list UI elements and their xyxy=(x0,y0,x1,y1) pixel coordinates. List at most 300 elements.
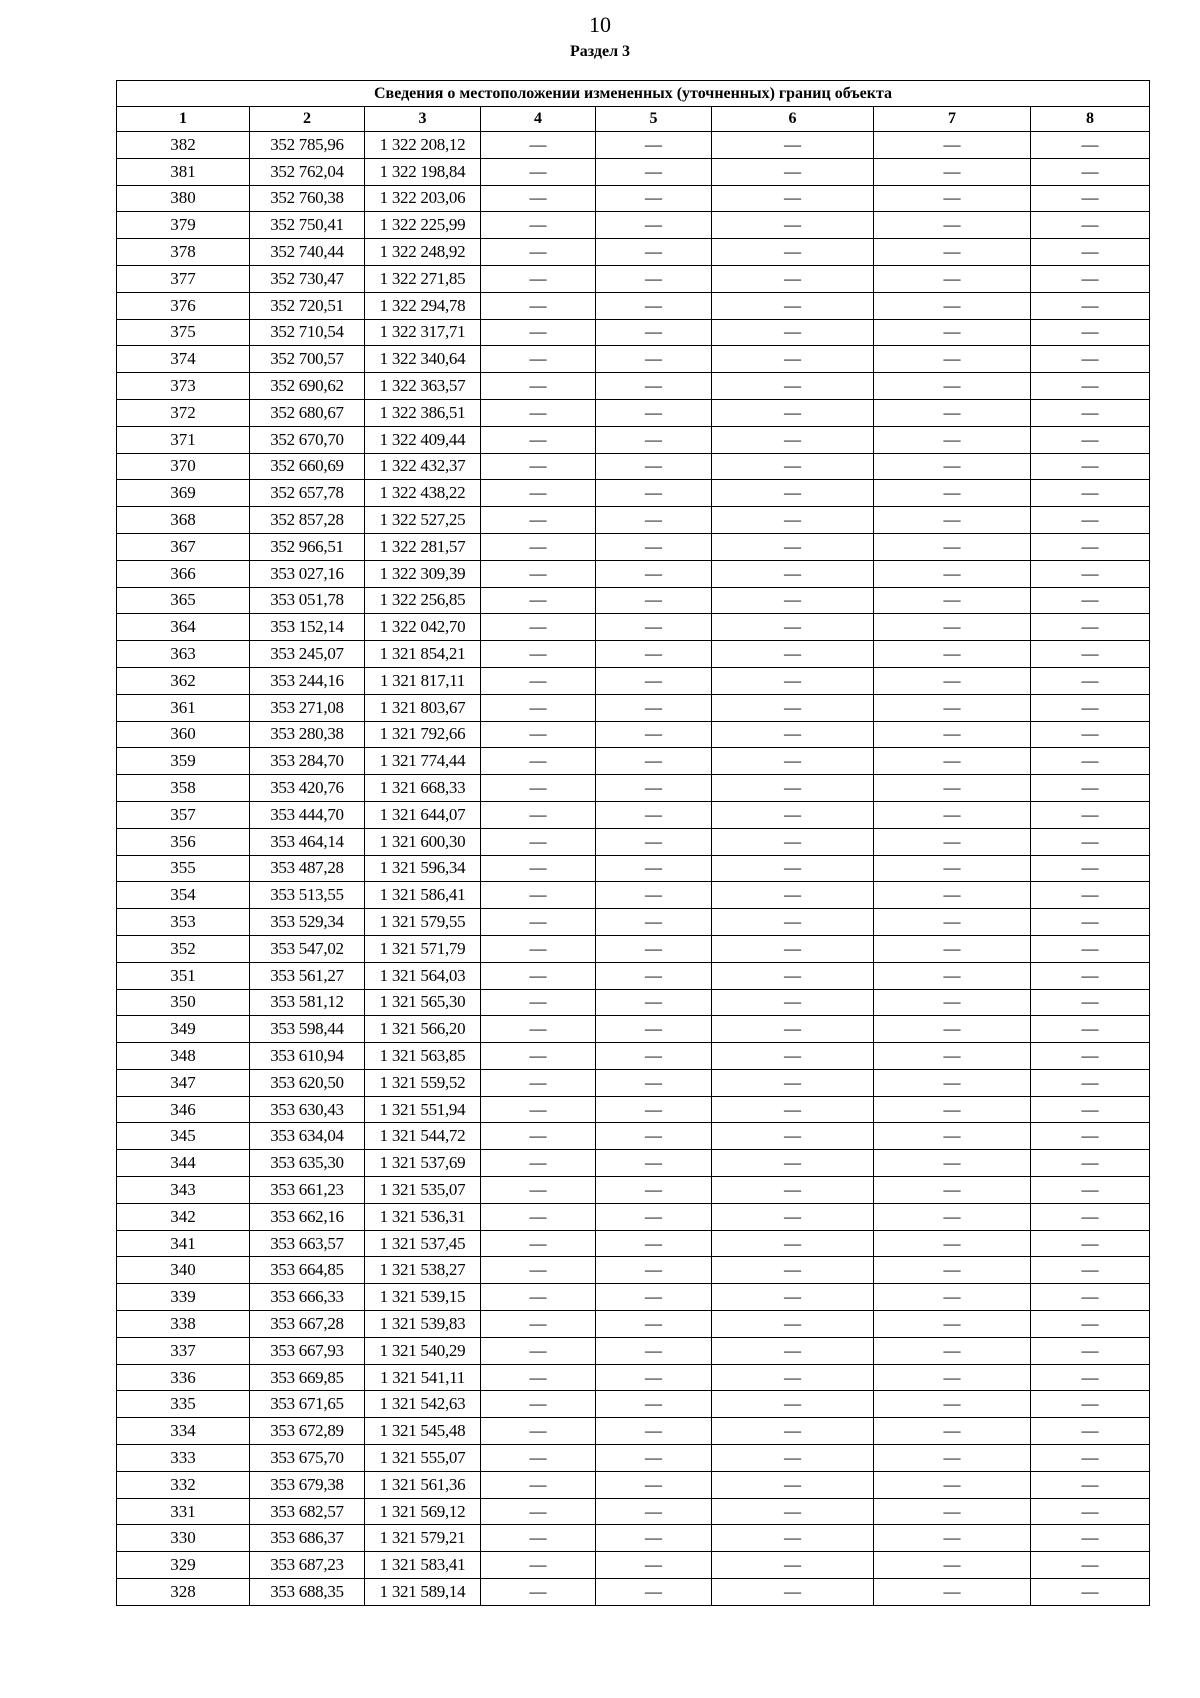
table-row xyxy=(117,1257,1150,1284)
empty-value-cell: — xyxy=(596,775,712,802)
empty-value-cell: — xyxy=(596,882,712,909)
empty-value-cell: — xyxy=(712,1257,874,1284)
empty-value-cell: — xyxy=(712,1552,874,1579)
empty-value-cell: — xyxy=(481,721,596,748)
coordinate-y-cell: 1 321 555,07 xyxy=(365,1445,481,1472)
coordinate-y-cell: 1 321 600,30 xyxy=(365,828,481,855)
table-row xyxy=(117,748,1150,775)
coordinate-y-cell: 1 321 545,48 xyxy=(365,1418,481,1445)
table-row xyxy=(117,1069,1150,1096)
coordinate-x-cell: 353 581,12 xyxy=(250,989,365,1016)
empty-value-cell: — xyxy=(874,1123,1031,1150)
empty-value-cell: — xyxy=(874,1525,1031,1552)
table-row xyxy=(117,132,1150,159)
empty-value-cell: — xyxy=(481,132,596,159)
coordinate-x-cell: 353 280,38 xyxy=(250,721,365,748)
empty-value-cell: — xyxy=(596,292,712,319)
empty-value-cell: — xyxy=(874,158,1031,185)
table-row xyxy=(117,1284,1150,1311)
empty-value-cell: — xyxy=(712,212,874,239)
empty-value-cell: — xyxy=(1031,185,1150,212)
empty-value-cell: — xyxy=(481,426,596,453)
empty-value-cell: — xyxy=(712,507,874,534)
empty-value-cell: — xyxy=(596,158,712,185)
table-row xyxy=(117,1016,1150,1043)
table-row xyxy=(117,1471,1150,1498)
table-row xyxy=(117,1177,1150,1204)
point-number-cell: 348 xyxy=(117,1043,250,1070)
empty-value-cell: — xyxy=(712,533,874,560)
empty-value-cell: — xyxy=(481,1552,596,1579)
empty-value-cell: — xyxy=(596,480,712,507)
table-row xyxy=(117,801,1150,828)
coordinate-y-cell: 1 321 579,55 xyxy=(365,909,481,936)
table-row xyxy=(117,694,1150,721)
empty-value-cell: — xyxy=(596,641,712,668)
empty-value-cell: — xyxy=(874,212,1031,239)
coordinate-x-cell: 352 857,28 xyxy=(250,507,365,534)
empty-value-cell: — xyxy=(481,1123,596,1150)
coordinate-y-cell: 1 321 541,11 xyxy=(365,1364,481,1391)
coordinate-y-cell: 1 321 596,34 xyxy=(365,855,481,882)
empty-value-cell: — xyxy=(874,587,1031,614)
empty-value-cell: — xyxy=(1031,346,1150,373)
coordinate-y-cell: 1 321 551,94 xyxy=(365,1096,481,1123)
table-row xyxy=(117,1498,1150,1525)
empty-value-cell: — xyxy=(874,560,1031,587)
empty-value-cell: — xyxy=(1031,748,1150,775)
empty-value-cell: — xyxy=(874,855,1031,882)
empty-value-cell: — xyxy=(481,346,596,373)
coordinate-x-cell: 353 635,30 xyxy=(250,1150,365,1177)
empty-value-cell: — xyxy=(481,801,596,828)
empty-value-cell: — xyxy=(596,1471,712,1498)
section-title: Раздел 3 xyxy=(569,43,631,60)
empty-value-cell: — xyxy=(874,453,1031,480)
empty-value-cell: — xyxy=(1031,132,1150,159)
empty-value-cell: — xyxy=(712,614,874,641)
point-number-cell: 375 xyxy=(117,319,250,346)
table-row xyxy=(117,775,1150,802)
coordinate-y-cell: 1 321 586,41 xyxy=(365,882,481,909)
column-header: 2 xyxy=(250,107,365,132)
empty-value-cell: — xyxy=(1031,801,1150,828)
empty-value-cell: — xyxy=(874,319,1031,346)
point-number-cell: 336 xyxy=(117,1364,250,1391)
coordinate-x-cell: 352 762,04 xyxy=(250,158,365,185)
empty-value-cell: — xyxy=(481,935,596,962)
empty-value-cell: — xyxy=(1031,587,1150,614)
table-row xyxy=(117,480,1150,507)
empty-value-cell: — xyxy=(712,265,874,292)
coordinate-x-cell: 353 610,94 xyxy=(250,1043,365,1070)
coordinate-y-cell: 1 321 589,14 xyxy=(365,1579,481,1606)
point-number-cell: 338 xyxy=(117,1311,250,1338)
coordinate-x-cell: 352 660,69 xyxy=(250,453,365,480)
empty-value-cell: — xyxy=(1031,1016,1150,1043)
empty-value-cell: — xyxy=(874,480,1031,507)
point-number-cell: 346 xyxy=(117,1096,250,1123)
empty-value-cell: — xyxy=(874,801,1031,828)
empty-value-cell: — xyxy=(874,882,1031,909)
point-number-cell: 359 xyxy=(117,748,250,775)
empty-value-cell: — xyxy=(874,533,1031,560)
coordinate-x-cell: 353 630,43 xyxy=(250,1096,365,1123)
empty-value-cell: — xyxy=(596,828,712,855)
empty-value-cell: — xyxy=(1031,1177,1150,1204)
empty-value-cell: — xyxy=(596,132,712,159)
empty-value-cell: — xyxy=(712,935,874,962)
empty-value-cell: — xyxy=(712,1498,874,1525)
empty-value-cell: — xyxy=(874,909,1031,936)
empty-value-cell: — xyxy=(596,560,712,587)
empty-value-cell: — xyxy=(481,775,596,802)
empty-value-cell: — xyxy=(481,1525,596,1552)
coordinate-y-cell: 1 322 248,92 xyxy=(365,239,481,266)
empty-value-cell: — xyxy=(596,1203,712,1230)
empty-value-cell: — xyxy=(874,1150,1031,1177)
empty-value-cell: — xyxy=(712,1123,874,1150)
table-row xyxy=(117,1150,1150,1177)
empty-value-cell: — xyxy=(596,1257,712,1284)
empty-value-cell: — xyxy=(1031,775,1150,802)
coordinate-x-cell: 353 529,34 xyxy=(250,909,365,936)
empty-value-cell: — xyxy=(1031,1230,1150,1257)
empty-value-cell: — xyxy=(596,962,712,989)
empty-value-cell: — xyxy=(1031,1364,1150,1391)
point-number-cell: 352 xyxy=(117,935,250,962)
empty-value-cell: — xyxy=(1031,989,1150,1016)
empty-value-cell: — xyxy=(481,1177,596,1204)
point-number-cell: 369 xyxy=(117,480,250,507)
empty-value-cell: — xyxy=(481,882,596,909)
empty-value-cell: — xyxy=(1031,1525,1150,1552)
empty-value-cell: — xyxy=(481,1418,596,1445)
point-number-cell: 366 xyxy=(117,560,250,587)
coordinate-x-cell: 353 682,57 xyxy=(250,1498,365,1525)
empty-value-cell: — xyxy=(874,265,1031,292)
empty-value-cell: — xyxy=(874,426,1031,453)
empty-value-cell: — xyxy=(712,667,874,694)
empty-value-cell: — xyxy=(481,989,596,1016)
empty-value-cell: — xyxy=(712,962,874,989)
empty-value-cell: — xyxy=(596,399,712,426)
empty-value-cell: — xyxy=(596,1364,712,1391)
coordinate-x-cell: 353 675,70 xyxy=(250,1445,365,1472)
coordinate-y-cell: 1 322 271,85 xyxy=(365,265,481,292)
coordinate-y-cell: 1 321 774,44 xyxy=(365,748,481,775)
table-row xyxy=(117,507,1150,534)
coordinate-y-cell: 1 322 438,22 xyxy=(365,480,481,507)
point-number-cell: 382 xyxy=(117,132,250,159)
empty-value-cell: — xyxy=(1031,373,1150,400)
empty-value-cell: — xyxy=(1031,1498,1150,1525)
coordinate-x-cell: 353 464,14 xyxy=(250,828,365,855)
point-number-cell: 340 xyxy=(117,1257,250,1284)
empty-value-cell: — xyxy=(481,962,596,989)
coordinate-y-cell: 1 322 527,25 xyxy=(365,507,481,534)
coordinate-y-cell: 1 321 564,03 xyxy=(365,962,481,989)
boundary-coordinates-table xyxy=(116,80,1150,1606)
coordinate-y-cell: 1 321 854,21 xyxy=(365,641,481,668)
empty-value-cell: — xyxy=(1031,158,1150,185)
column-header: 6 xyxy=(712,107,874,132)
empty-value-cell: — xyxy=(712,828,874,855)
coordinate-x-cell: 353 669,85 xyxy=(250,1364,365,1391)
coordinate-x-cell: 352 700,57 xyxy=(250,346,365,373)
empty-value-cell: — xyxy=(874,1096,1031,1123)
point-number-cell: 342 xyxy=(117,1203,250,1230)
empty-value-cell: — xyxy=(874,185,1031,212)
table-row xyxy=(117,212,1150,239)
empty-value-cell: — xyxy=(596,239,712,266)
coordinate-x-cell: 353 671,65 xyxy=(250,1391,365,1418)
empty-value-cell: — xyxy=(712,1203,874,1230)
point-number-cell: 356 xyxy=(117,828,250,855)
empty-value-cell: — xyxy=(874,721,1031,748)
empty-value-cell: — xyxy=(712,1391,874,1418)
coordinate-x-cell: 352 966,51 xyxy=(250,533,365,560)
empty-value-cell: — xyxy=(1031,1123,1150,1150)
empty-value-cell: — xyxy=(712,158,874,185)
coordinate-y-cell: 1 321 644,07 xyxy=(365,801,481,828)
coordinate-x-cell: 352 750,41 xyxy=(250,212,365,239)
coordinate-y-cell: 1 322 256,85 xyxy=(365,587,481,614)
empty-value-cell: — xyxy=(712,748,874,775)
coordinate-x-cell: 353 444,70 xyxy=(250,801,365,828)
empty-value-cell: — xyxy=(596,426,712,453)
empty-value-cell: — xyxy=(712,1579,874,1606)
empty-value-cell: — xyxy=(712,641,874,668)
coordinate-y-cell: 1 321 535,07 xyxy=(365,1177,481,1204)
coordinate-x-cell: 353 687,23 xyxy=(250,1552,365,1579)
coordinate-y-cell: 1 321 542,63 xyxy=(365,1391,481,1418)
point-number-cell: 351 xyxy=(117,962,250,989)
point-number-cell: 331 xyxy=(117,1498,250,1525)
empty-value-cell: — xyxy=(874,1311,1031,1338)
empty-value-cell: — xyxy=(874,1337,1031,1364)
empty-value-cell: — xyxy=(1031,265,1150,292)
point-number-cell: 345 xyxy=(117,1123,250,1150)
empty-value-cell: — xyxy=(596,453,712,480)
empty-value-cell: — xyxy=(481,641,596,668)
empty-value-cell: — xyxy=(481,239,596,266)
table-row xyxy=(117,1096,1150,1123)
empty-value-cell: — xyxy=(874,1069,1031,1096)
point-number-cell: 361 xyxy=(117,694,250,721)
table-row xyxy=(117,1391,1150,1418)
empty-value-cell: — xyxy=(712,132,874,159)
coordinate-y-cell: 1 322 340,64 xyxy=(365,346,481,373)
point-number-cell: 343 xyxy=(117,1177,250,1204)
empty-value-cell: — xyxy=(1031,399,1150,426)
empty-value-cell: — xyxy=(481,1043,596,1070)
coordinate-x-cell: 353 667,93 xyxy=(250,1337,365,1364)
point-number-cell: 381 xyxy=(117,158,250,185)
empty-value-cell: — xyxy=(1031,560,1150,587)
table-row xyxy=(117,1552,1150,1579)
table-row xyxy=(117,533,1150,560)
empty-value-cell: — xyxy=(481,533,596,560)
point-number-cell: 357 xyxy=(117,801,250,828)
point-number-cell: 373 xyxy=(117,373,250,400)
empty-value-cell: — xyxy=(1031,1257,1150,1284)
coordinate-y-cell: 1 321 583,41 xyxy=(365,1552,481,1579)
empty-value-cell: — xyxy=(481,1579,596,1606)
empty-value-cell: — xyxy=(874,962,1031,989)
empty-value-cell: — xyxy=(712,373,874,400)
point-number-cell: 377 xyxy=(117,265,250,292)
empty-value-cell: — xyxy=(596,1043,712,1070)
empty-value-cell: — xyxy=(596,909,712,936)
point-number-cell: 335 xyxy=(117,1391,250,1418)
coordinate-y-cell: 1 321 537,45 xyxy=(365,1230,481,1257)
empty-value-cell: — xyxy=(1031,641,1150,668)
empty-value-cell: — xyxy=(874,667,1031,694)
empty-value-cell: — xyxy=(481,748,596,775)
empty-value-cell: — xyxy=(874,1579,1031,1606)
empty-value-cell: — xyxy=(1031,855,1150,882)
empty-value-cell: — xyxy=(481,1391,596,1418)
point-number-cell: 360 xyxy=(117,721,250,748)
empty-value-cell: — xyxy=(481,453,596,480)
coordinate-x-cell: 353 561,27 xyxy=(250,962,365,989)
table-row xyxy=(117,587,1150,614)
empty-value-cell: — xyxy=(712,587,874,614)
empty-value-cell: — xyxy=(874,775,1031,802)
coordinate-y-cell: 1 321 536,31 xyxy=(365,1203,481,1230)
empty-value-cell: — xyxy=(874,346,1031,373)
empty-value-cell: — xyxy=(481,855,596,882)
empty-value-cell: — xyxy=(1031,426,1150,453)
empty-value-cell: — xyxy=(481,1203,596,1230)
empty-value-cell: — xyxy=(1031,1096,1150,1123)
empty-value-cell: — xyxy=(481,480,596,507)
empty-value-cell: — xyxy=(596,587,712,614)
empty-value-cell: — xyxy=(874,507,1031,534)
empty-value-cell: — xyxy=(712,292,874,319)
table-row xyxy=(117,1203,1150,1230)
empty-value-cell: — xyxy=(874,239,1031,266)
coordinate-x-cell: 353 634,04 xyxy=(250,1123,365,1150)
coordinate-x-cell: 353 244,16 xyxy=(250,667,365,694)
empty-value-cell: — xyxy=(874,1203,1031,1230)
coordinate-y-cell: 1 322 281,57 xyxy=(365,533,481,560)
coordinate-x-cell: 352 657,78 xyxy=(250,480,365,507)
table-row xyxy=(117,962,1150,989)
empty-value-cell: — xyxy=(1031,1311,1150,1338)
table-row xyxy=(117,239,1150,266)
coordinate-x-cell: 353 688,35 xyxy=(250,1579,365,1606)
empty-value-cell: — xyxy=(596,801,712,828)
coordinate-y-cell: 1 322 203,06 xyxy=(365,185,481,212)
point-number-cell: 329 xyxy=(117,1552,250,1579)
point-number-cell: 358 xyxy=(117,775,250,802)
column-header: 3 xyxy=(365,107,481,132)
coordinate-y-cell: 1 321 539,15 xyxy=(365,1284,481,1311)
empty-value-cell: — xyxy=(596,667,712,694)
empty-value-cell: — xyxy=(481,1284,596,1311)
coordinate-x-cell: 353 051,78 xyxy=(250,587,365,614)
table-row xyxy=(117,560,1150,587)
empty-value-cell: — xyxy=(712,1311,874,1338)
coordinate-y-cell: 1 322 309,39 xyxy=(365,560,481,587)
empty-value-cell: — xyxy=(481,185,596,212)
column-header: 5 xyxy=(596,107,712,132)
empty-value-cell: — xyxy=(596,1230,712,1257)
coordinate-y-cell: 1 322 198,84 xyxy=(365,158,481,185)
empty-value-cell: — xyxy=(481,1311,596,1338)
point-number-cell: 333 xyxy=(117,1445,250,1472)
empty-value-cell: — xyxy=(481,1257,596,1284)
empty-value-cell: — xyxy=(712,319,874,346)
empty-value-cell: — xyxy=(1031,614,1150,641)
empty-value-cell: — xyxy=(481,373,596,400)
coordinate-x-cell: 353 271,08 xyxy=(250,694,365,721)
empty-value-cell: — xyxy=(712,426,874,453)
empty-value-cell: — xyxy=(481,1445,596,1472)
empty-value-cell: — xyxy=(1031,319,1150,346)
point-number-cell: 380 xyxy=(117,185,250,212)
empty-value-cell: — xyxy=(712,801,874,828)
coordinate-x-cell: 352 720,51 xyxy=(250,292,365,319)
coordinate-y-cell: 1 321 668,33 xyxy=(365,775,481,802)
point-number-cell: 328 xyxy=(117,1579,250,1606)
point-number-cell: 367 xyxy=(117,533,250,560)
table-row xyxy=(117,453,1150,480)
empty-value-cell: — xyxy=(481,1230,596,1257)
coordinate-y-cell: 1 322 409,44 xyxy=(365,426,481,453)
coordinate-y-cell: 1 321 792,66 xyxy=(365,721,481,748)
empty-value-cell: — xyxy=(874,989,1031,1016)
empty-value-cell: — xyxy=(1031,1579,1150,1606)
coordinate-x-cell: 353 547,02 xyxy=(250,935,365,962)
table-caption: Сведения о местоположении измененных (уточненных) границ объекта xyxy=(117,81,1150,107)
empty-value-cell: — xyxy=(481,1016,596,1043)
table-row xyxy=(117,721,1150,748)
empty-value-cell: — xyxy=(712,239,874,266)
empty-value-cell: — xyxy=(1031,1043,1150,1070)
table-row xyxy=(117,1418,1150,1445)
coordinate-y-cell: 1 321 579,21 xyxy=(365,1525,481,1552)
empty-value-cell: — xyxy=(1031,1391,1150,1418)
table-row xyxy=(117,1123,1150,1150)
coordinate-y-cell: 1 321 803,67 xyxy=(365,694,481,721)
table-row xyxy=(117,1230,1150,1257)
empty-value-cell: — xyxy=(481,694,596,721)
empty-value-cell: — xyxy=(712,480,874,507)
point-number-cell: 350 xyxy=(117,989,250,1016)
coordinate-x-cell: 353 420,76 xyxy=(250,775,365,802)
point-number-cell: 339 xyxy=(117,1284,250,1311)
point-number-cell: 372 xyxy=(117,399,250,426)
coordinate-x-cell: 352 690,62 xyxy=(250,373,365,400)
empty-value-cell: — xyxy=(712,882,874,909)
empty-value-cell: — xyxy=(596,1337,712,1364)
empty-value-cell: — xyxy=(481,265,596,292)
empty-value-cell: — xyxy=(481,1364,596,1391)
table-row xyxy=(117,1337,1150,1364)
empty-value-cell: — xyxy=(596,694,712,721)
empty-value-cell: — xyxy=(481,1498,596,1525)
coordinate-x-cell: 353 662,16 xyxy=(250,1203,365,1230)
coordinate-x-cell: 353 664,85 xyxy=(250,1257,365,1284)
coordinate-y-cell: 1 322 386,51 xyxy=(365,399,481,426)
empty-value-cell: — xyxy=(596,185,712,212)
empty-value-cell: — xyxy=(712,1016,874,1043)
coordinate-x-cell: 353 686,37 xyxy=(250,1525,365,1552)
empty-value-cell: — xyxy=(1031,507,1150,534)
